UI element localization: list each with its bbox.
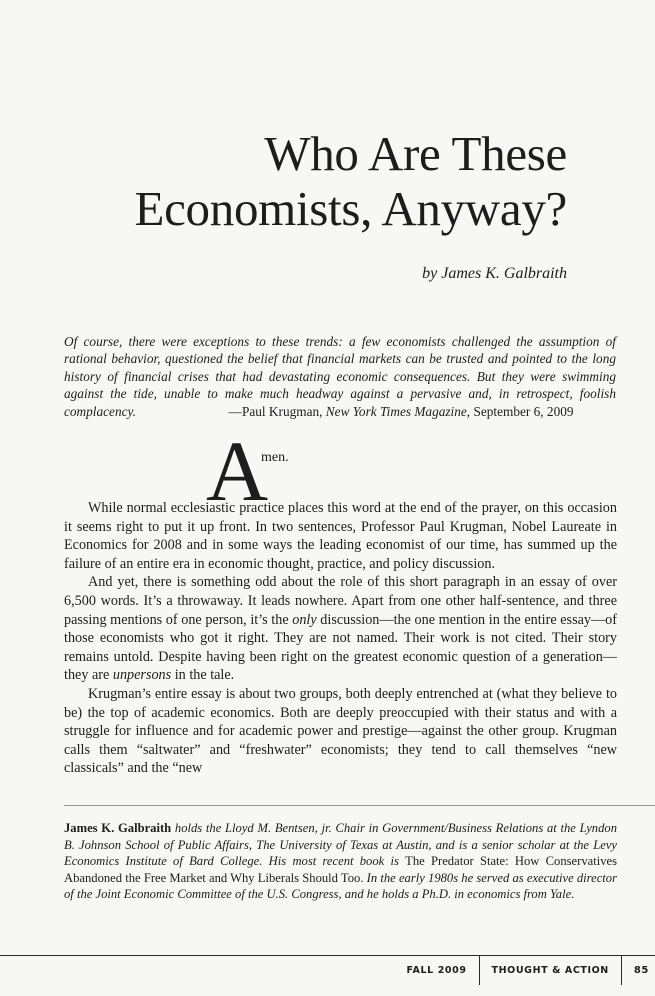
title-line-2: Economists, Anyway? — [134, 181, 567, 236]
drop-cap: A — [206, 423, 269, 519]
p2-emphasis-only: only — [292, 611, 317, 628]
byline: by James K. Galbraith — [422, 265, 567, 282]
footer-issue: FALL 2009 — [406, 964, 467, 976]
paragraph-1: While normal ecclesiastic practice places this word at the end of the prayer, on this occasion it seems right to put it up front. In two sentences, Professor Paul Krugman, Nobel Laureate in Economics for 2008 and in some ways the leading economist of our time, has summed up the failure of an entire era in economic thought, practice, and policy discussion. — [64, 500, 617, 572]
paragraph-3: Krugman’s entire essay is about two groups, both deeply entrenched at (what they believe to be) the top of academic economics. Both are deeply preoccupied with their status and with a struggle for influence and for academic power and prestige—against the other group. Krugman calls them “saltwater” and “freshwater” economists; they tend to call themselves “new classicals” and the “new — [64, 685, 617, 777]
author-bio — [64, 820, 617, 903]
p2-emphasis-unpersons: unpersons — [112, 667, 172, 684]
attribution-source: New York Times Magazine — [325, 403, 467, 419]
drop-cap-rest: men. — [261, 450, 289, 465]
p2-text-c: in the tale. — [171, 667, 235, 684]
bio-text-1: holds the Lloyd M. Bentsen, jr. Chair in Government/Business Relations at the Lyndon B. Johnson School of Public Affairs, The University of Texas at Austin, and is a senior scholar at the Levy Economics Institute of Bard College. His most recent book is — [64, 821, 617, 869]
footer-publication: THOUGHT & ACTION — [491, 964, 609, 976]
paragraph-2 — [64, 573, 617, 685]
epigraph-attribution — [229, 404, 574, 419]
bio-author-name: James K. Galbraith — [64, 821, 172, 835]
p2-text-b: discussion—the one mention in the entire essay—of those economists who got it right. They are not named. Their work is not cited. Their story remains untold. Despite having been right on the greatest economic question of a generation—they are — [64, 611, 617, 684]
bio-divider — [64, 805, 655, 806]
title-line-1: Who Are These — [264, 126, 567, 181]
epigraph — [64, 333, 616, 420]
page-number: 85 — [633, 964, 649, 976]
epigraph-quote: Of course, there were exceptions to these trends: a few economists challenged the assumption of rational behavior, questioned the belief that financial markets can be trusted and pointed to the long history of financial crises that had devastating economic consequences. But they were swimming against the tide, unable to make much headway against a pervasive and, in retrospect, foolish complacency. — [64, 334, 616, 419]
bio-book-title: The Predator State: How Conservatives Abandoned the Free Market and Why Liberals Should Too. — [64, 854, 617, 885]
attribution-author: —Paul Krugman, — [228, 403, 326, 419]
article-body — [64, 499, 617, 778]
page-footer — [395, 955, 655, 985]
article-title — [134, 126, 567, 236]
bio-text-2: In the early 1980s he served as executive director of the Joint Economic Committee of the U.S. Congress, and he holds a Ph.D. in economics from Yale. — [64, 870, 617, 902]
p2-text-a: And yet, there is something odd about the role of this short paragraph in an essay of over 6,500 words. It’s a throwaway. It leads nowhere. Apart from one other half-sentence, and three passing mentions of one person, it’s the — [64, 574, 617, 628]
attribution-date: , September 6, 2009 — [466, 403, 574, 419]
